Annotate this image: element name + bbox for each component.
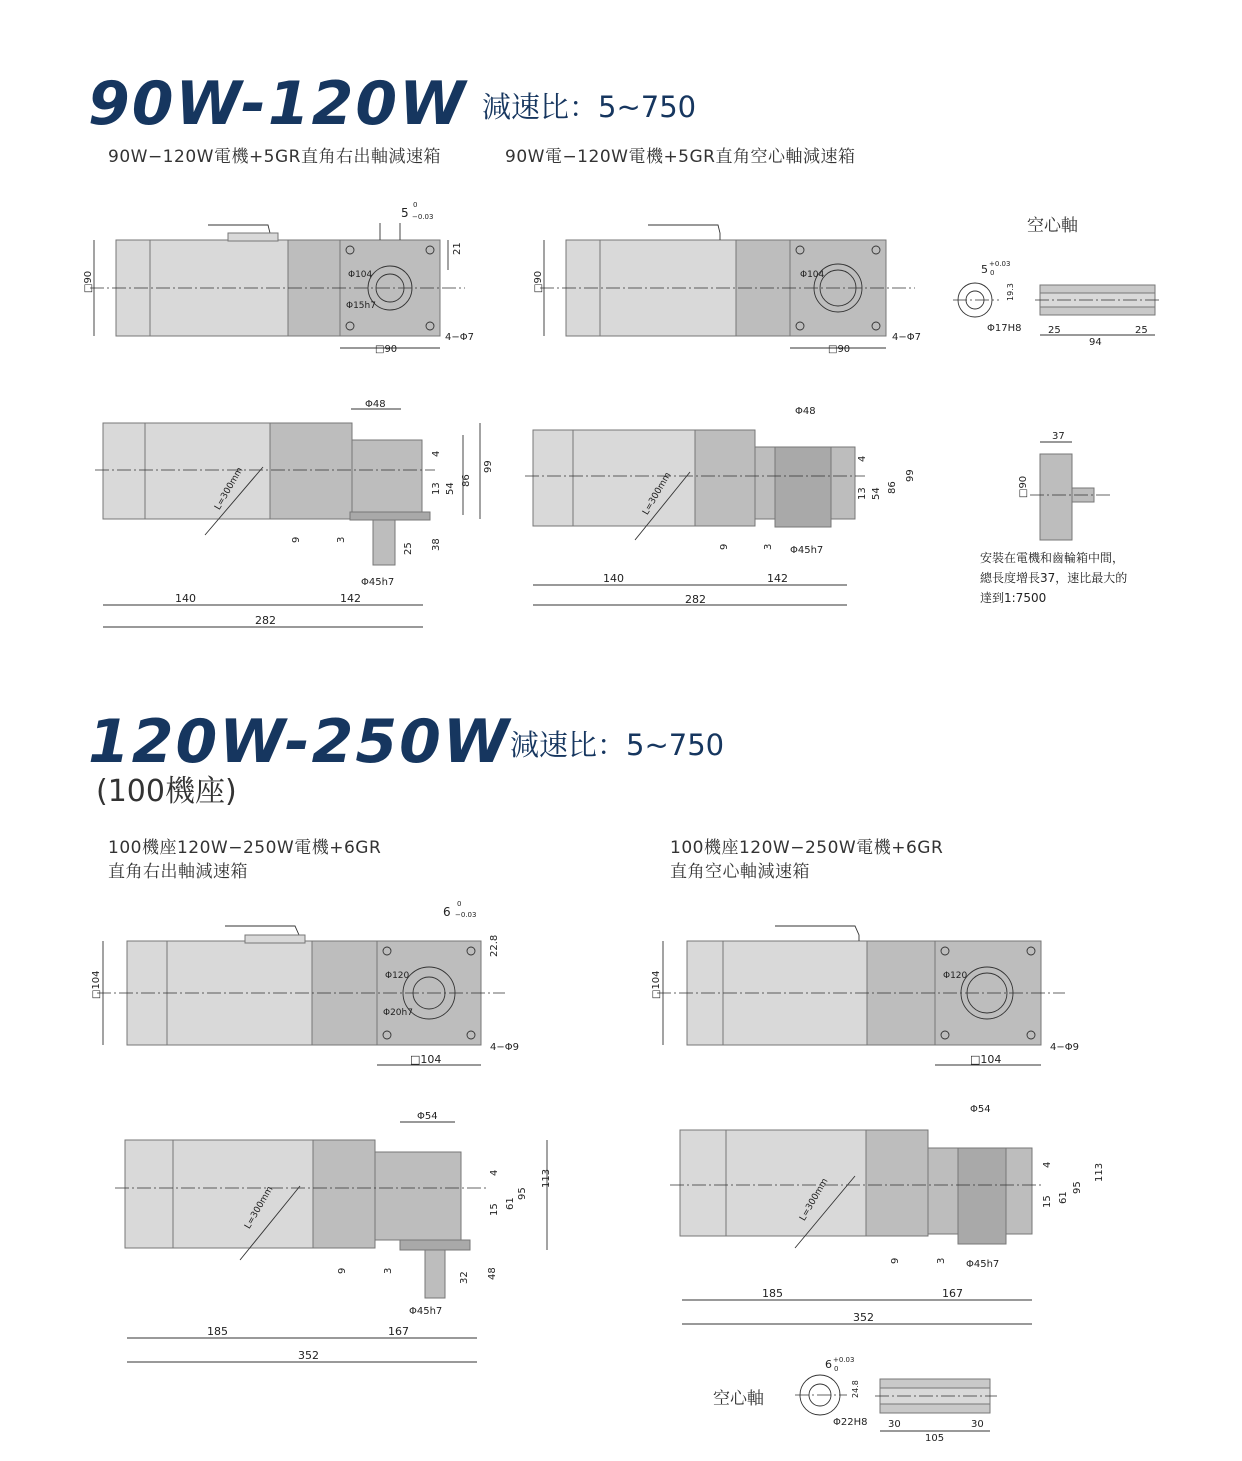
- s2-hollow-shaft-detail: [795, 1355, 1005, 1450]
- s1-hs-a: 25: [1048, 325, 1061, 336]
- s1-mid-len: 37: [1052, 431, 1065, 442]
- s1-front-view-left: [80, 195, 480, 360]
- section2-title: 120W-250W: [88, 707, 512, 777]
- s2r-pilot: Φ45h7: [966, 1259, 1000, 1270]
- s1-cable: L=300mm: [213, 465, 246, 512]
- s1r-cable: L=300mm: [641, 470, 674, 517]
- s2r-v4: 4: [1042, 1161, 1053, 1168]
- s1-dim-keyw-top: 0: [413, 201, 418, 209]
- s1r-motor-len: 140: [603, 572, 624, 585]
- s2-total-len: 352: [298, 1349, 319, 1362]
- s1-adapter-square: □90: [1018, 475, 1029, 498]
- section1-caption-left: 90W−120W電機+5GR直角右出軸減速箱: [108, 147, 441, 167]
- s1r-gear-len: 142: [767, 572, 788, 585]
- s2-dim-square-h: □104: [410, 1053, 442, 1066]
- s1-motor-len: 140: [175, 592, 196, 605]
- s2-dim-holes: 4−Φ9: [490, 1042, 519, 1053]
- s1-hollow-h: 19.3: [1006, 283, 1015, 301]
- s1r-v86: 86: [887, 481, 898, 494]
- s1-hs-b: 25: [1135, 325, 1148, 336]
- s2-hollow-key: 6: [825, 1358, 832, 1371]
- s2-v9: 9: [337, 1267, 348, 1274]
- s2-hs-len: 105: [925, 1433, 945, 1444]
- s2-dim-pcd: Φ120: [385, 971, 410, 981]
- s2-pilot: Φ45h7: [409, 1306, 443, 1317]
- caption-left-line-1: 100機座120W−250W電機+6GR: [108, 838, 382, 858]
- s2-v48: 48: [487, 1267, 498, 1280]
- s1r-dim-pcd: Φ104: [800, 270, 825, 280]
- s2-bore: Φ22H8: [833, 1417, 868, 1428]
- s2-v95: 95: [517, 1187, 528, 1200]
- s1-v4: 4: [431, 450, 442, 457]
- s2r-dim-holes: 4−Φ9: [1050, 1042, 1079, 1053]
- s2-hs-a: 30: [888, 1419, 901, 1430]
- s2r-v113: 113: [1094, 1162, 1105, 1182]
- s2-dim-keyw-top: 0: [457, 900, 462, 908]
- s1r-v3: 3: [763, 543, 774, 550]
- section2-caption-right: [670, 836, 943, 884]
- section1-title: 90W-120W: [88, 69, 468, 139]
- s1-dim-shaft: Φ15h7: [346, 301, 376, 311]
- s2r-v15: 15: [1042, 1195, 1053, 1208]
- s1-hollow-key-top: +0.03: [989, 260, 1011, 268]
- s2-dim-square-v: □104: [91, 970, 102, 999]
- section1-ratio: 減速比：5~750: [482, 90, 697, 124]
- s1r-dim-square-v: □90: [533, 270, 544, 293]
- s2-v61: 61: [505, 1197, 516, 1210]
- s1r-v54: 54: [871, 487, 882, 500]
- s1-total-len: 282: [255, 614, 276, 627]
- s2r-v95: 95: [1072, 1181, 1083, 1194]
- section1-caption-right: 90W電−120W電機+5GR直角空心軸減速箱: [505, 147, 856, 167]
- s2r-dim-pcd: Φ120: [943, 971, 968, 981]
- s2-dim-keyw-bot: −0.03: [455, 911, 477, 919]
- s1r-v9: 9: [719, 543, 730, 550]
- s1-dim-square-v: □90: [83, 270, 94, 293]
- s2-motor-len: 185: [207, 1325, 228, 1338]
- s2-front-view-left: [85, 895, 525, 1075]
- section2-ratio: 減速比：5~750: [510, 728, 725, 762]
- s1r-total-len: 282: [685, 593, 706, 606]
- note-line-3: 達到1:7500: [980, 591, 1047, 605]
- s1-v25: 25: [403, 542, 414, 555]
- s1-dim-keyh: 21: [452, 242, 463, 255]
- s1-v9: 9: [291, 536, 302, 543]
- s1-boss: Φ48: [365, 399, 386, 410]
- s1-v54: 54: [445, 482, 456, 495]
- s1-dim-keyw-bot: −0.03: [412, 213, 434, 221]
- s2-side-view-left: [115, 1100, 565, 1380]
- s2-side-view-right: [670, 1100, 1120, 1340]
- s1-hollow-key: 5: [981, 263, 988, 276]
- s1-v38: 38: [431, 538, 442, 551]
- s1-dim-square-h: □90: [375, 344, 398, 355]
- s1-hollow-key-bot: 0: [990, 269, 995, 277]
- s2r-v3: 3: [936, 1257, 947, 1264]
- s1r-dim-square-h: □90: [828, 344, 851, 355]
- s1-v13: 13: [431, 482, 442, 495]
- s2r-gear-len: 167: [942, 1287, 963, 1300]
- s2-hs-b: 30: [971, 1419, 984, 1430]
- s1-v3: 3: [336, 536, 347, 543]
- s2-v113: 113: [541, 1168, 552, 1188]
- section2-subtitle: (100機座): [96, 774, 237, 809]
- s1-front-view-right: [530, 195, 930, 360]
- s2-v15: 15: [489, 1203, 500, 1216]
- s2-dim-keyh: 22.8: [489, 934, 500, 957]
- s1r-v99: 99: [905, 469, 916, 482]
- s1r-dim-holes: 4−Φ7: [892, 332, 921, 343]
- caption-right-line-1: 100機座120W−250W電機+6GR: [670, 838, 944, 858]
- s2-hollow-key-bot: 0: [834, 1365, 839, 1373]
- s2-hollow-key-top: +0.03: [833, 1356, 855, 1364]
- s1-pilot: Φ45h7: [361, 577, 395, 588]
- s2-dim-keyw: 6: [443, 905, 451, 919]
- s2-hollow-h: 24.8: [851, 1380, 860, 1398]
- s2r-dim-square-h: □104: [970, 1053, 1002, 1066]
- s2-gear-len: 167: [388, 1325, 409, 1338]
- s1-dim-pcd: Φ104: [348, 270, 373, 280]
- s1-adapter-view: [1000, 428, 1130, 548]
- s1-dim-keyw: 5: [401, 206, 409, 220]
- s2-front-view-right: [645, 895, 1085, 1075]
- s2r-v61: 61: [1058, 1191, 1069, 1204]
- s2r-boss: Φ54: [970, 1104, 991, 1115]
- s1-v99: 99: [483, 460, 494, 473]
- s2-v4: 4: [489, 1169, 500, 1176]
- s2-boss: Φ54: [417, 1111, 438, 1122]
- s2r-cable: L=300mm: [798, 1176, 831, 1223]
- s1r-boss: Φ48: [795, 406, 816, 417]
- s1r-v4: 4: [857, 455, 868, 462]
- note-line-1: 安裝在電機和齒輪箱中間，: [980, 551, 1125, 565]
- s2-dim-shaft: Φ20h7: [383, 1008, 413, 1018]
- section2-hollow-label: 空心軸: [713, 1389, 764, 1409]
- s2r-v9: 9: [890, 1257, 901, 1264]
- s1-side-view-right: [525, 400, 925, 620]
- note-line-2: 總長度增長37，速比最大的: [980, 571, 1128, 585]
- s1-gear-len: 142: [340, 592, 361, 605]
- s2-v3: 3: [383, 1267, 394, 1274]
- s2r-dim-square-v: □104: [651, 970, 662, 999]
- s1r-pilot: Φ45h7: [790, 545, 824, 556]
- caption-right-line-2: 直角空心軸減速箱: [670, 862, 810, 882]
- s1r-v13: 13: [857, 487, 868, 500]
- section1-hollow-label: 空心軸: [1027, 216, 1078, 236]
- s2r-total-len: 352: [853, 1311, 874, 1324]
- s1-bore: Φ17H8: [987, 323, 1022, 334]
- section1-note: [980, 548, 1127, 608]
- s2r-motor-len: 185: [762, 1287, 783, 1300]
- s1-dim-holes: 4−Φ7: [445, 332, 474, 343]
- s1-side-view-left: [95, 395, 495, 645]
- s1-hs-len: 94: [1089, 337, 1102, 348]
- s1-v86: 86: [461, 474, 472, 487]
- s1-hollow-shaft-detail: [955, 255, 1165, 355]
- s2-v32: 32: [459, 1271, 470, 1284]
- section2-caption-left: [108, 836, 381, 884]
- caption-left-line-2: 直角右出軸減速箱: [108, 862, 248, 882]
- s2-cable: L=300mm: [243, 1184, 276, 1231]
